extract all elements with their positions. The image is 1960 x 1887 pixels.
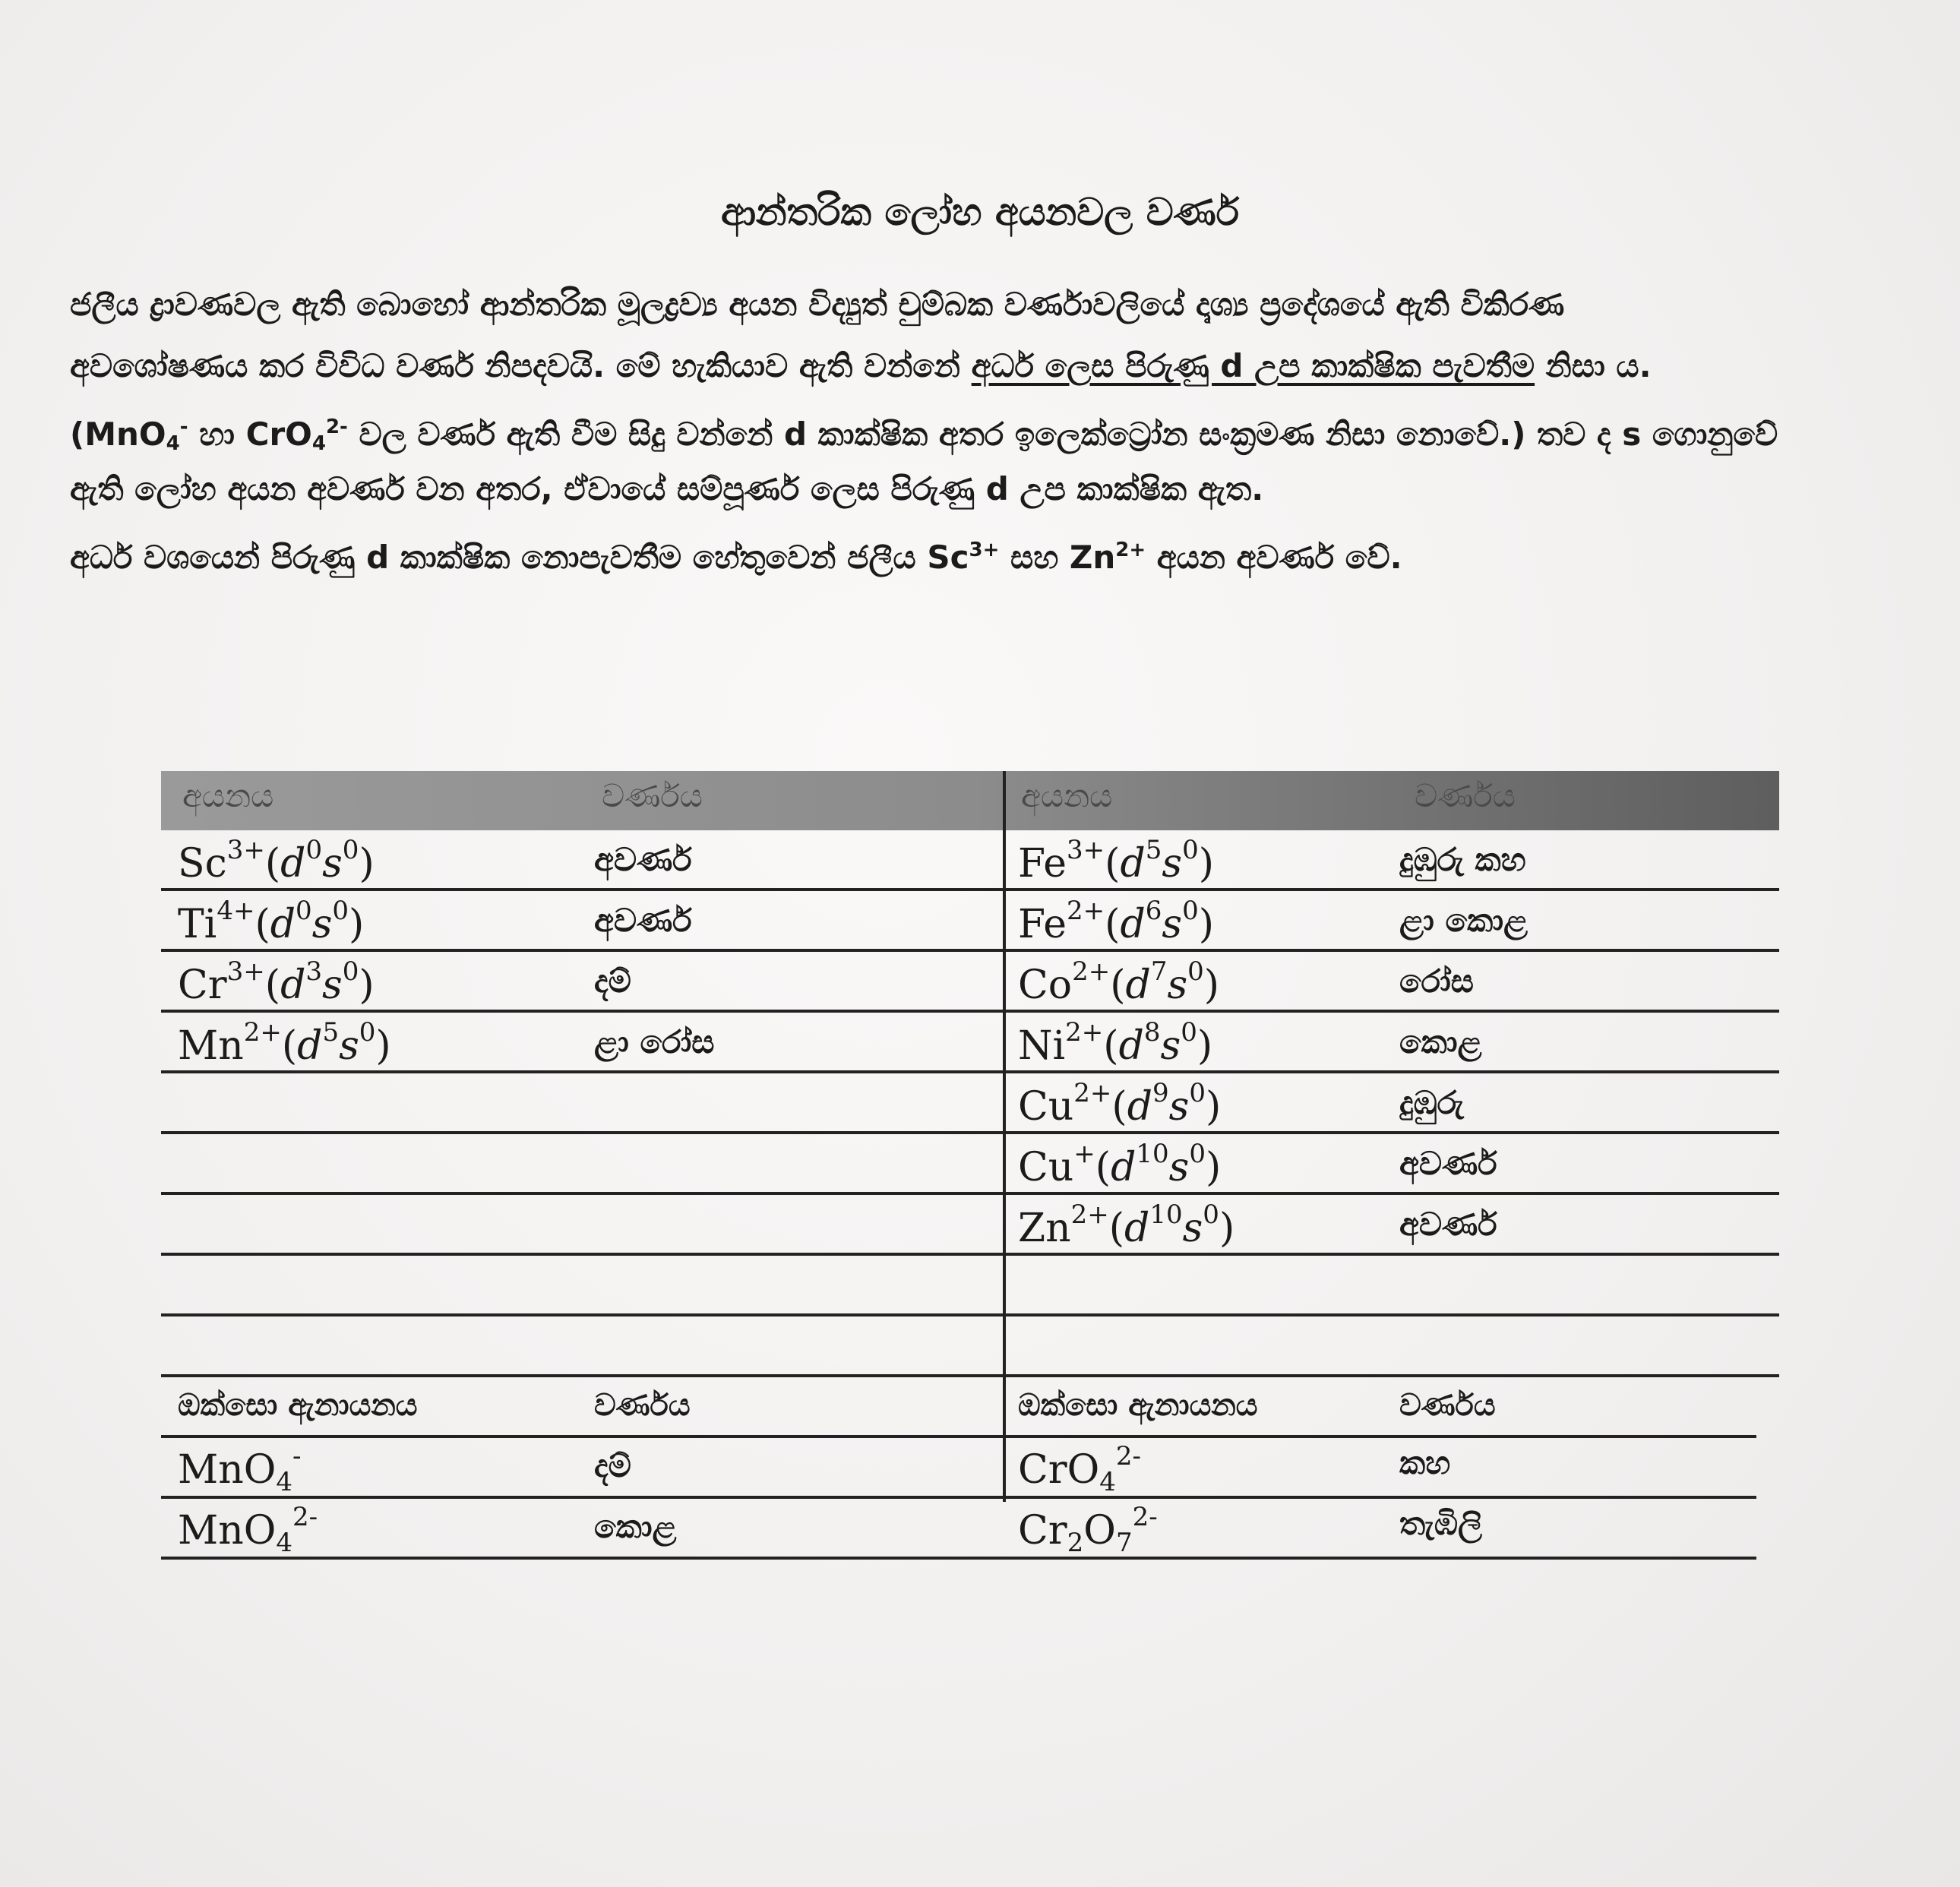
paren: ( [281, 1023, 298, 1069]
superscript: 2+ [1073, 1078, 1112, 1108]
superscript: 10 [1136, 1139, 1169, 1169]
header-ion-left: අයනය [182, 777, 274, 814]
orbital-s: s [1162, 902, 1183, 947]
underlined-phrase: අර්ධ ලෙස පිරුණු d උප කාක්ෂික පැවතීම [971, 347, 1535, 384]
color-name: කොළ [594, 1508, 677, 1545]
ion-symbol: Fe [1018, 841, 1067, 887]
superscript: 2+ [243, 1017, 282, 1048]
orbital-d: d [1124, 1206, 1150, 1251]
superscript: 9 [1152, 1078, 1169, 1108]
ion-color-table [161, 771, 1779, 1558]
row-separator [161, 1192, 1779, 1195]
paren: ( [254, 902, 270, 947]
document-title: ආන්තරික ලෝහ අයනවල වර්ණ [720, 190, 1240, 234]
oxo-header-color-right: වර්ණය [1399, 1388, 1496, 1423]
paragraph-text: (MnO [70, 416, 166, 453]
row-separator [161, 1313, 1779, 1316]
superscript: 0 [1189, 1139, 1206, 1169]
paren: ( [1108, 1206, 1125, 1251]
superscript: 6 [1145, 896, 1162, 926]
paragraph-text: හා CrO [188, 416, 312, 453]
header-color-left: වර්ණය [602, 777, 703, 814]
color-name: ළා රෝස [594, 1023, 715, 1060]
paragraph-line-1: ජලීය ද්‍රාවණවල ඇති බොහෝ ආන්තරික මූලද්‍රව්‍ය අයන විද්‍යුත් චුම්බක වර්ණාවලියේ දෘශ්‍ය ප්‍රදේශයේ ඇති විකිරණ [70, 286, 1565, 323]
row-separator [161, 1010, 1779, 1013]
color-name: දම් [594, 1447, 631, 1484]
ion-formula [178, 835, 375, 887]
superscript: 0 [1189, 1078, 1206, 1108]
orbital-d: d [1120, 841, 1146, 887]
table-header-row [161, 771, 1779, 830]
formula-base: MnO [178, 1508, 277, 1554]
superscript: 2+ [1070, 1200, 1109, 1230]
superscript: 2+ [1115, 539, 1146, 561]
color-name: දම් [594, 962, 631, 1000]
orbital-d: d [280, 962, 306, 1008]
ion-symbol: Cu [1018, 1145, 1074, 1190]
orbital-s: s [339, 1023, 359, 1069]
subscript: 4 [276, 1467, 293, 1497]
ion-symbol: Ni [1018, 1023, 1066, 1069]
color-name: රෝස [1399, 962, 1474, 1000]
ion-formula [1018, 896, 1214, 947]
paragraph-text: අයන අවර්ණ වේ. [1146, 539, 1402, 576]
superscript: - [292, 1441, 302, 1471]
paren: ) [1219, 1206, 1235, 1251]
subscript: 4 [166, 432, 180, 455]
superscript: 0 [305, 835, 323, 865]
paren: ) [1197, 1023, 1213, 1069]
paragraph-line-4: ඇති ලෝහ අයන අවර්ණ වන අතර, ඒවායේ සම්පූර්ණ ලෙස පිරුණු d උප කාක්ෂික ඇත. [70, 470, 1264, 507]
paren: ( [1095, 1145, 1111, 1190]
ion-formula [1018, 835, 1214, 887]
orbital-d: d [280, 841, 306, 887]
ion-formula [1018, 1078, 1221, 1130]
superscript: - [179, 416, 188, 438]
ion-symbol: Sc [178, 841, 227, 887]
superscript: 2+ [1065, 1017, 1104, 1048]
paren: ) [1198, 841, 1214, 887]
oxo-header-color-left: වර්ණය [594, 1388, 691, 1423]
intro-paragraph [70, 273, 1954, 581]
superscript: 0 [296, 896, 312, 926]
orbital-s: s [1162, 841, 1183, 887]
color-name: අවර්ණ [1399, 1206, 1497, 1243]
ion-formula [178, 956, 375, 1008]
row-separator [161, 1374, 1779, 1377]
superscript: 3+ [969, 539, 1000, 561]
superscript: 2- [292, 1502, 318, 1532]
row-separator [161, 1435, 1756, 1438]
superscript: 0 [1187, 956, 1204, 987]
column-divider [1003, 771, 1006, 1502]
superscript: 0 [342, 835, 359, 865]
orbital-s: s [1168, 1145, 1190, 1190]
ion-symbol: Mn [178, 1023, 244, 1069]
paren: ) [375, 1023, 391, 1069]
ion-symbol: Fe [1018, 902, 1067, 947]
row-separator [161, 1070, 1779, 1073]
formula-base: CrO [1018, 1447, 1100, 1493]
row-separator [161, 949, 1779, 952]
paragraph-text: නිසා ය. [1535, 347, 1652, 384]
orbital-d: d [1111, 1145, 1136, 1190]
orbital-d: d [1127, 1084, 1152, 1130]
superscript: 8 [1143, 1017, 1161, 1048]
header-ion-right: අයනය [1021, 777, 1113, 814]
paren: ) [359, 841, 375, 887]
superscript: 0 [1203, 1200, 1219, 1230]
subscript: 4 [276, 1528, 293, 1558]
superscript: 0 [332, 896, 349, 926]
superscript: 3 [305, 956, 323, 987]
paren: ) [1198, 902, 1214, 947]
superscript: 2- [1132, 1502, 1158, 1532]
subscript: 2 [1067, 1528, 1084, 1558]
row-separator [161, 1253, 1779, 1256]
color-name: අවර්ණ [594, 902, 692, 939]
orbital-d: d [297, 1023, 323, 1069]
orbital-d: d [1120, 902, 1146, 947]
paragraph-text: අවශෝෂණය කර විවිධ වර්ණ නිපදවයි. මේ හැකියාව ඇති වන්නේ [70, 347, 972, 384]
formula-base: O [1083, 1508, 1116, 1554]
superscript: 3+ [1067, 835, 1105, 865]
formula-base: MnO [178, 1447, 277, 1493]
oxo-anion-formula [178, 1441, 302, 1497]
subscript: 4 [1099, 1467, 1116, 1497]
superscript: 0 [1182, 896, 1199, 926]
superscript: 0 [342, 956, 359, 987]
color-name: කහ [1399, 1444, 1451, 1481]
orbital-d: d [1125, 962, 1151, 1008]
paragraph-line-5 [70, 520, 1954, 581]
superscript: + [1073, 1139, 1095, 1169]
oxo-anion-formula [1018, 1441, 1141, 1497]
ion-formula [178, 896, 364, 947]
superscript: 3+ [226, 835, 265, 865]
orbital-s: s [1160, 1023, 1181, 1069]
orbital-s: s [1168, 1084, 1190, 1130]
color-name: ළා කොළ [1399, 902, 1528, 939]
paragraph-text: අර්ධ වශයෙන් පිරුණු d කාක්ෂික නොපැවතීම හේතුවෙන් ජලීය Sc [70, 539, 969, 576]
superscript: 2+ [1072, 956, 1111, 987]
superscript: 7 [1150, 956, 1168, 987]
oxo-header-anion-right: ඔක්සො ඇනායනය [1018, 1388, 1258, 1423]
superscript: 5 [1145, 835, 1162, 865]
color-name: දුඹුරු කහ [1399, 841, 1526, 878]
ion-formula [1018, 1139, 1221, 1190]
superscript: 2+ [1067, 896, 1105, 926]
paren: ) [1203, 962, 1220, 1008]
superscript: 0 [1181, 1017, 1197, 1048]
row-separator [161, 1557, 1756, 1560]
superscript: 5 [322, 1017, 340, 1048]
formula-base: Cr [1018, 1508, 1067, 1554]
subscript: 7 [1115, 1528, 1133, 1558]
orbital-s: s [1167, 962, 1188, 1008]
oxo-anion-formula [178, 1502, 318, 1558]
paragraph-line-2 [70, 335, 1954, 397]
superscript: 2- [1115, 1441, 1142, 1471]
paren: ) [359, 962, 375, 1008]
ion-formula [178, 1017, 391, 1069]
color-name: අවර්ණ [594, 841, 692, 878]
paren: ( [264, 962, 281, 1008]
ion-symbol: Cu [1018, 1084, 1074, 1130]
subscript: 4 [311, 432, 326, 455]
paragraph-text: සහ Zn [999, 539, 1116, 576]
orbital-d: d [1118, 1023, 1144, 1069]
ion-formula [1018, 956, 1219, 1008]
paren: ) [1205, 1084, 1222, 1130]
ion-formula [1018, 1017, 1212, 1069]
row-separator [161, 1496, 1756, 1499]
oxo-header-anion-left: ඔක්සො ඇනායනය [178, 1388, 418, 1423]
paren: ( [1105, 841, 1121, 887]
header-color-right: වර්ණය [1415, 777, 1516, 814]
superscript: 2- [325, 416, 348, 438]
superscript: 0 [359, 1017, 376, 1048]
superscript: 4+ [217, 896, 255, 926]
color-name: කොළ [1399, 1023, 1482, 1060]
row-separator [161, 888, 1779, 891]
row-separator [161, 1131, 1779, 1134]
ion-symbol: Zn [1018, 1206, 1071, 1251]
color-name: තැඹිලි [1399, 1505, 1482, 1542]
oxo-anion-formula [1018, 1502, 1158, 1558]
ion-symbol: Co [1018, 962, 1073, 1008]
color-name: දුඹුරු [1399, 1084, 1464, 1121]
paren: ( [1110, 962, 1126, 1008]
paren: ) [1205, 1145, 1222, 1190]
paren: ( [1105, 902, 1121, 947]
orbital-s: s [322, 962, 343, 1008]
ion-formula [1018, 1200, 1234, 1251]
paren: ( [264, 841, 281, 887]
ion-symbol: Ti [178, 902, 217, 947]
paragraph-line-3 [70, 397, 1954, 458]
superscript: 0 [1182, 835, 1199, 865]
orbital-s: s [1182, 1206, 1203, 1251]
superscript: 10 [1149, 1200, 1183, 1230]
ion-symbol: Cr [178, 962, 227, 1008]
paren: ( [1103, 1023, 1119, 1069]
orbital-s: s [311, 902, 333, 947]
paren: ( [1111, 1084, 1127, 1130]
superscript: 3+ [226, 956, 265, 987]
orbital-s: s [322, 841, 343, 887]
color-name: අවර්ණ [1399, 1145, 1497, 1182]
orbital-d: d [270, 902, 296, 947]
paren: ) [349, 902, 365, 947]
paragraph-text: වල වර්ණ ඇති වීම සිදු වන්නේ d කාක්ෂික අතර ඉලෙක්ට්‍රෝන සංක්‍රමණ නිසා නොවේ.) තව ද s ගොනුවේ [347, 416, 1778, 453]
